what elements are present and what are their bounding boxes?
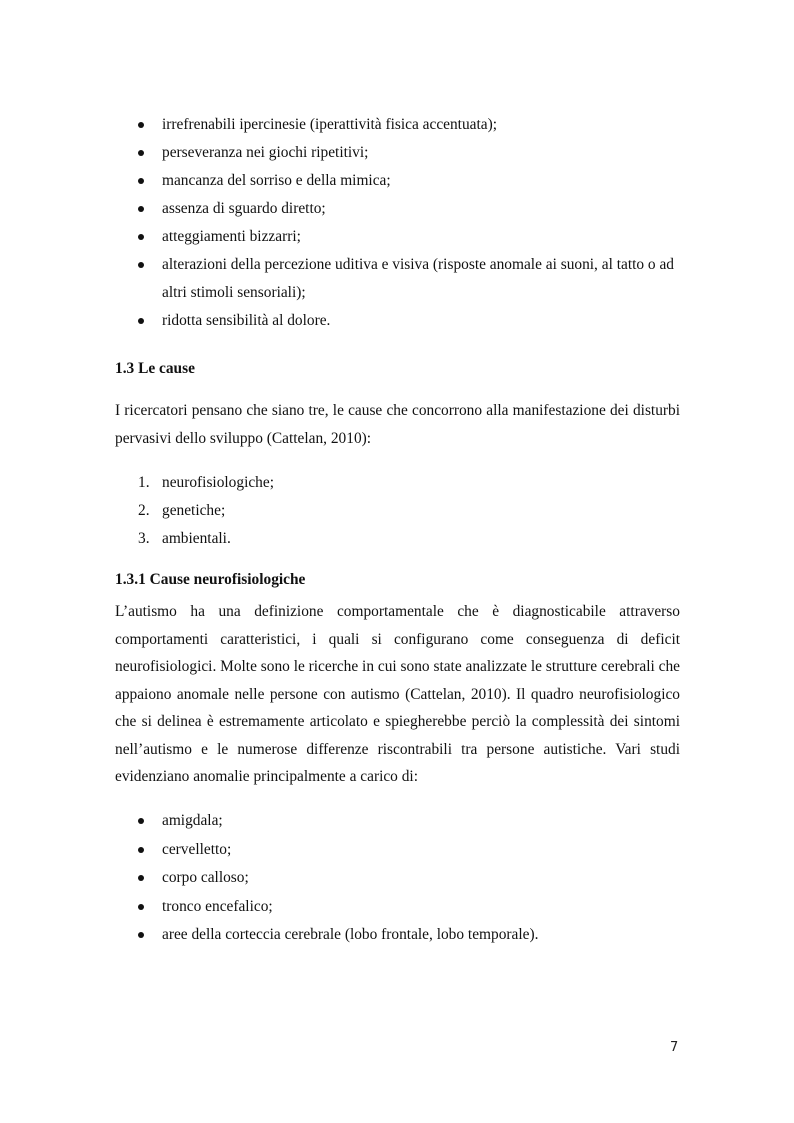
bullet-icon: [138, 234, 144, 240]
list-item: 2. genetiche;: [0, 497, 794, 525]
list-item: cervelletto;: [0, 836, 682, 865]
list-item: amigdala;: [0, 807, 682, 836]
list-item: perseveranza nei giochi ripetitivi;: [0, 139, 682, 167]
list-item: irrefrenabili ipercinesie (iperattività fisica accentuata);: [0, 111, 682, 139]
section-heading: 1.3.1 Cause neurofisiologiche: [115, 571, 306, 588]
causes-list: [0, 469, 794, 553]
list-item: mancanza del sorriso e della mimica;: [0, 167, 682, 195]
list-item: aree della corteccia cerebrale (lobo frontale, lobo temporale).: [0, 921, 682, 950]
list-number: 1.: [138, 474, 150, 491]
list-item: corpo calloso;: [0, 864, 682, 893]
bullet-icon: [138, 904, 144, 910]
list-item: 3. ambientali.: [0, 525, 794, 553]
list-item: alterazioni della percezione uditiva e visiva (risposte anomale ai suoni, al tatto o ad altri stimoli sensoriali);: [0, 251, 682, 307]
section-heading: 1.3 Le cause: [115, 360, 195, 377]
list-item: 1. neurofisiologiche;: [0, 469, 794, 497]
bullet-icon: [138, 318, 144, 324]
bullet-icon: [138, 206, 144, 212]
bullet-icon: [138, 818, 144, 824]
list-number: 3.: [138, 530, 150, 547]
bullet-icon: [138, 875, 144, 881]
list-item: assenza di sguardo diretto;: [0, 195, 682, 223]
list-item: ridotta sensibilità al dolore.: [0, 307, 682, 335]
bullet-icon: [138, 150, 144, 156]
bullet-icon: [138, 122, 144, 128]
list-item: tronco encefalico;: [0, 893, 682, 922]
paragraph: L’autismo ha una definizione comportamentale che è diagnosticabile attraverso comportamenti caratteristici, i quali si configurano come conseguenza di deficit neurofisiologici. Molte sono le ricerche in cui sono state analizzate le strutture cerebrali che appaiono anomale nelle persone con autismo (Cattelan, 2010). Il quadro neurofisiologico che si delinea è estremamente articolato e spiegherebbe perciò la complessità dei sintomi nell’autismo e le numerose differenze riscontrabili tra persone autistiche. Vari studi evidenziano anomalie principalmente a carico di:: [115, 603, 680, 785]
symptoms-list: [0, 111, 794, 335]
bullet-icon: [138, 847, 144, 853]
page-number: 7: [670, 1040, 679, 1055]
bullet-icon: [138, 178, 144, 184]
bullet-icon: [138, 262, 144, 268]
bullet-icon: [138, 932, 144, 938]
list-item: atteggiamenti bizzarri;: [0, 223, 682, 251]
list-number: 2.: [138, 502, 150, 519]
brain-areas-list: [0, 807, 794, 950]
paragraph: I ricercatori pensano che siano tre, le cause che concorrono alla manifestazione dei disturbi pervasivi dello sviluppo (Cattelan, 2010):: [115, 402, 680, 447]
